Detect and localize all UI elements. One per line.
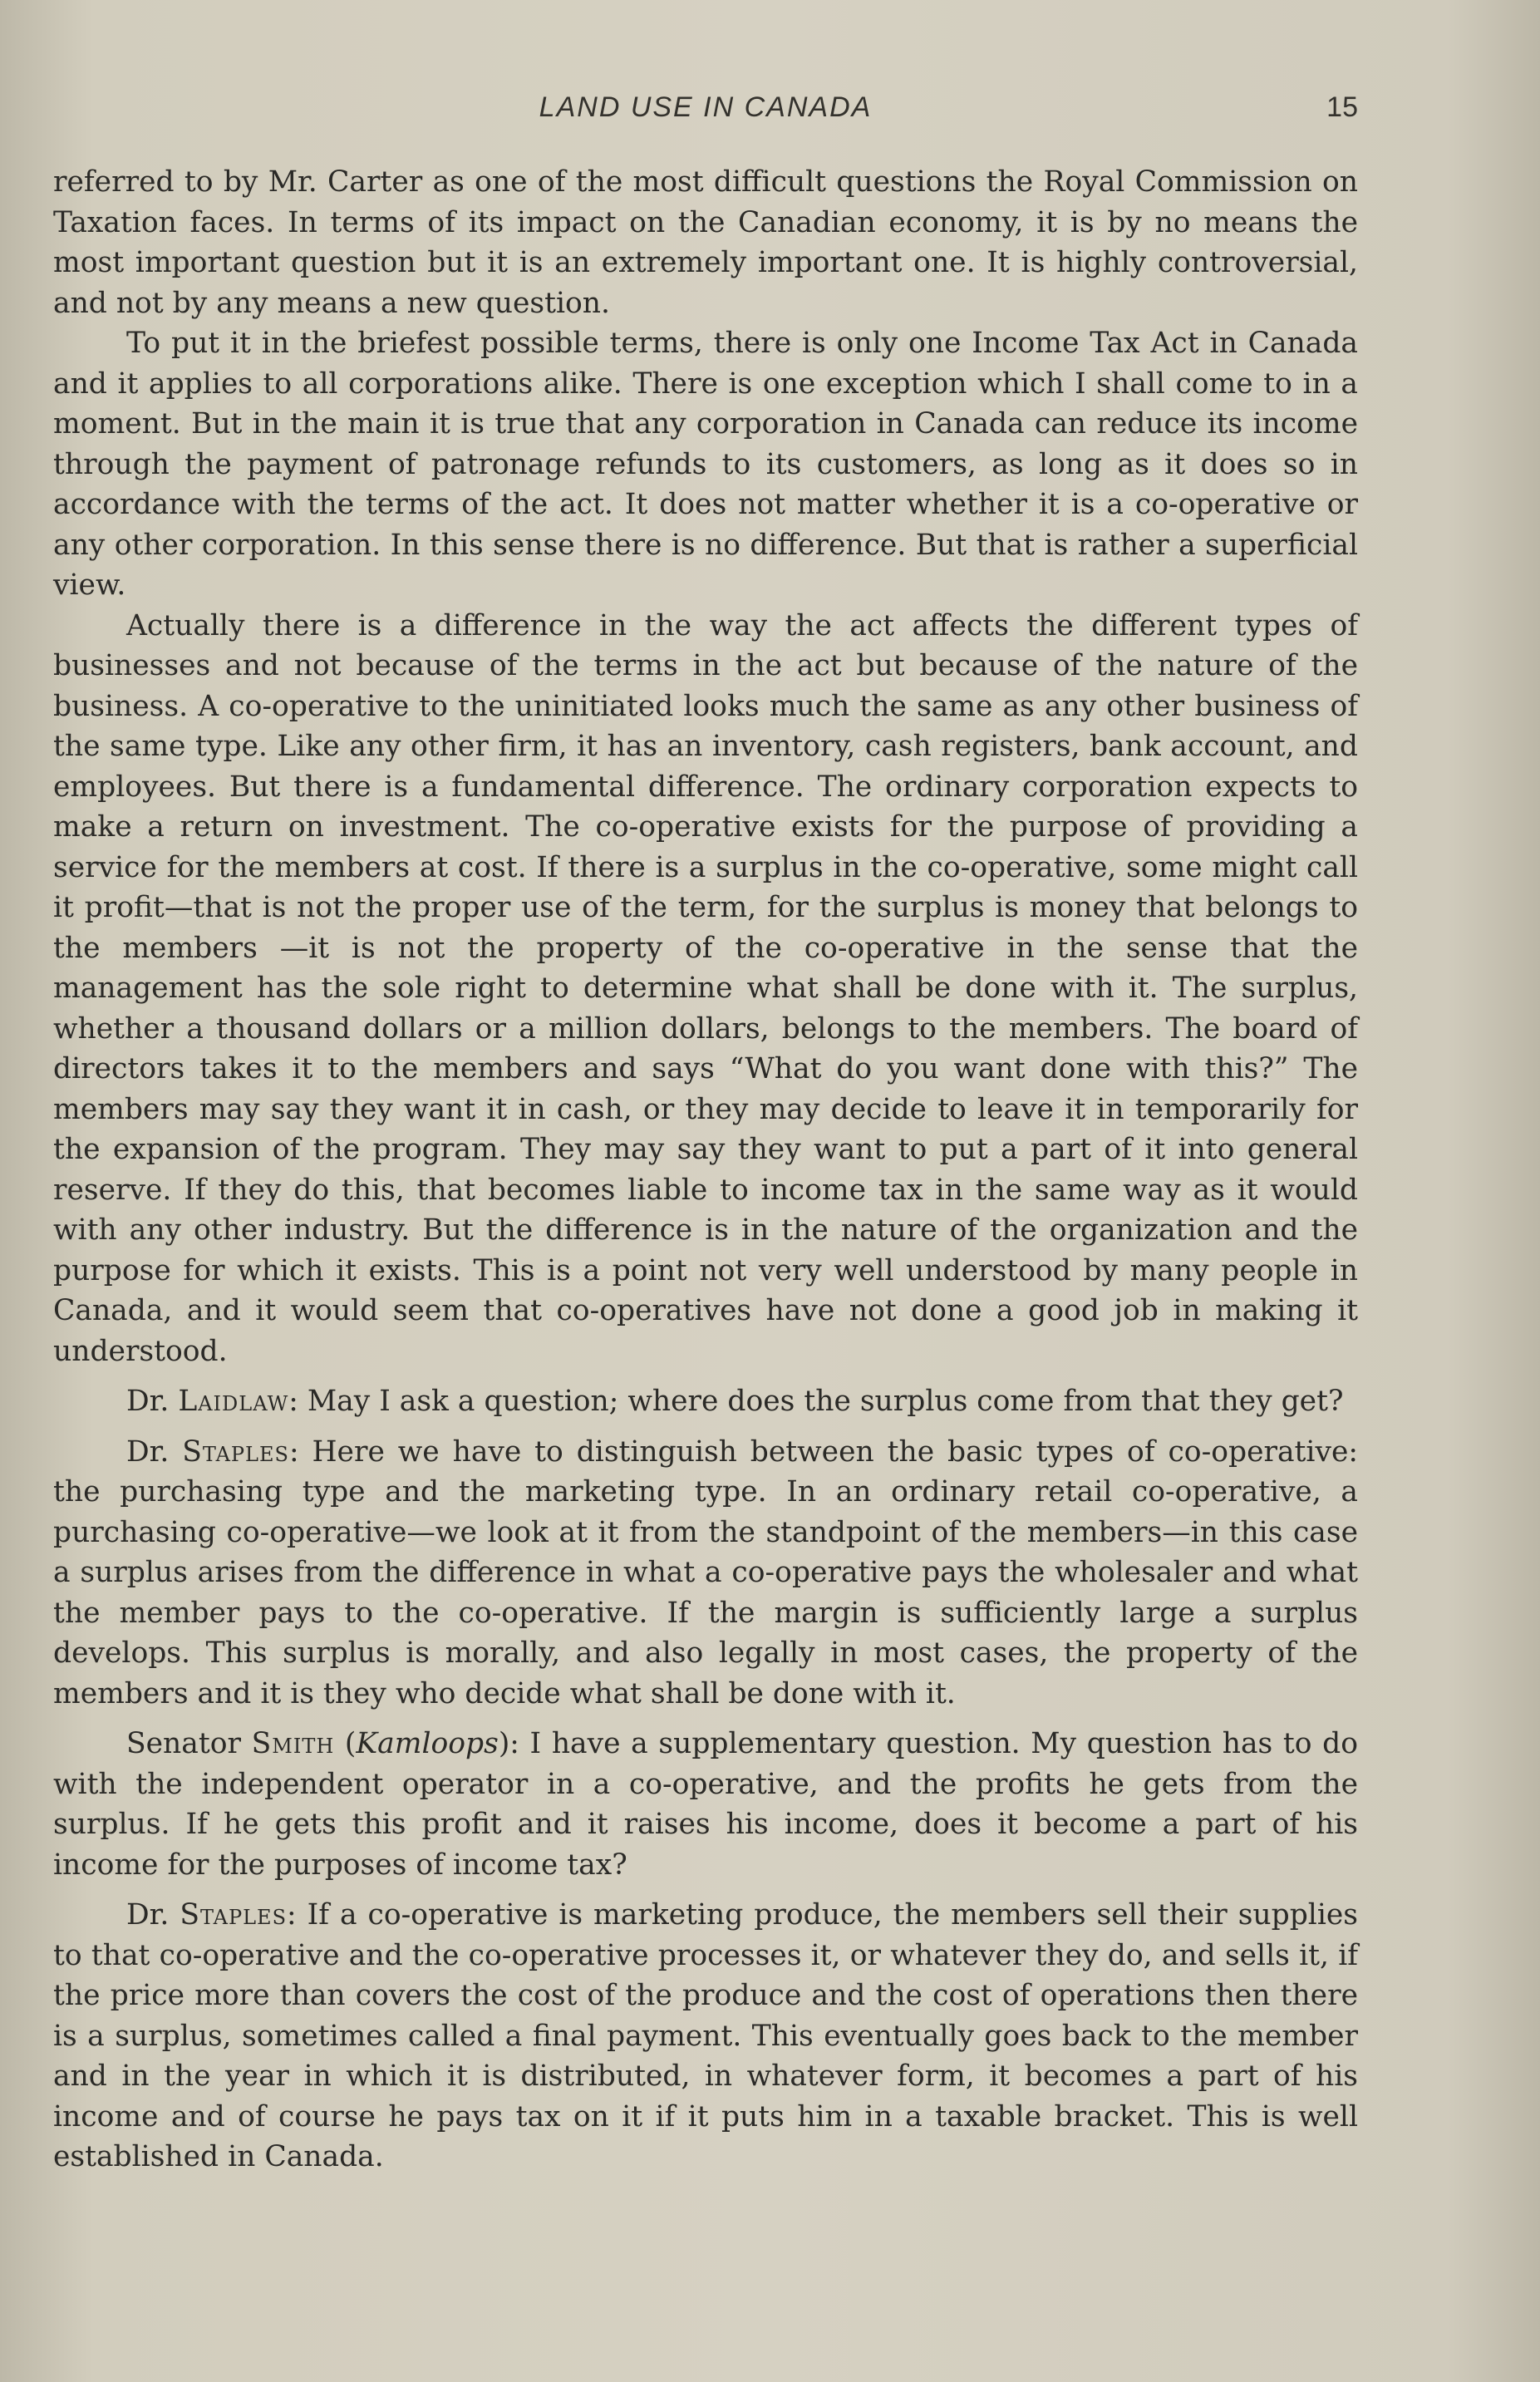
speaker-title: Dr. [126,1435,170,1469]
speaker-title: Dr. [126,1385,170,1418]
paragraph: Actually there is a difference in the way the act affects the different types of businesses and not because of the terms in the act but because of the nature of the business. A co-operative to the uninitiated looks much the same as any other business of the same type. Like any other firm, it has an inventory, cash registers, bank account, and employees. But there is a fundamental difference. The ordinary corporation expects to make a return on investment. The co-operative exists for the purpose of providing a service for the members at cost. If there is a surplus in the co-operative, some might call it profit—that is not the proper use of the term, for the surplus is money that belongs to the members —it is not the property of the co-operative in the sense that the management has the sole right to determine what shall be done with it. The surplus, whether a thousand dollars or a million dollars, belongs to the members. The board of directors takes it to the members and says “What do you want done with this?” The members may say they want it in cash, or they may decide to leave it in temporarily for the expansion of the program. They may say they want to put a part of it into general reserve. If they do this, that becomes liable to income tax in the same way as it would with any other industry. But the difference is in the nature of the organization and the purpose for which it exists. This is a point not very well understood by many people in Canada, and it would seem that co-operatives have not done a good job in making it understood. [53,608,1358,1368]
page-header [53,91,1358,141]
speaker-name: Staples [182,1435,289,1469]
running-head: LAND USE IN CANADA [539,91,873,123]
speaker-title: Dr. [126,1898,170,1932]
page-number: 15 [1326,91,1358,123]
speaker-title: Senator [126,1727,241,1760]
page-body [53,162,1358,2178]
paragraph-continued: referred to by Mr. Carter as one of the most difficult questions the Royal Commission on Taxation faces. In terms of its impact on the Canadian economy, it is by no means the most important question but it is an extremely important one. It is highly controversial, and not by any means a new question. [53,165,1358,320]
speaker-name: Staples [180,1898,288,1932]
close-paren: ) [498,1727,510,1760]
open-paren: ( [334,1727,357,1760]
speech-text: : If a co-operative is marketing produce, the members sell their supplies to that co-operative and the co-operative processes it, or whatever they do, and sells it, if the price more than covers the cost of the produce and the cost of operations then there is a surplus, sometimes called a final payment. This eventually goes back to the member and in the year in which it is distributed, in whatever form, it becomes a part of his income and of course he pays tax on it if it puts him in a taxable bracket. This is well established in Canada. [53,1898,1358,2173]
speech-laidlaw [53,1381,1358,1422]
speech-staples-2 [53,1895,1358,2178]
speech-text: : I have a supplementary question. My question has to do with the independent operator in a co-operative, and the profits he gets from the surplus. If he gets this profit and it raises his income, does it become a part of his income for the purposes of income tax? [53,1727,1359,1882]
speech-text: : Here we have to distinguish between the basic types of co-operative: the purchasing type and the marketing type. In an ordinary retail co-operative, a purchasing co-operative—we look at it from the standpoint of the members—in this case a surplus arises from the difference in what a co-operative pays the wholesaler and what the member pays to the co-operative. If the margin is sufficiently large a surplus develops. This surplus is morally, and also legally in most cases, the property of the members and it is they who decide what shall be done with it. [53,1435,1358,1710]
speaker-name: Smith [251,1727,335,1760]
speaker-place: Kamloops [356,1727,499,1760]
speaker-name: Laidlaw [178,1385,289,1418]
speech-text: : May I ask a question; where does the surplus come from that they get? [288,1385,1344,1418]
speech-staples [53,1432,1358,1715]
paragraph: To put it in the briefest possible terms, there is only one Income Tax Act in Canada and it applies to all corporations alike. There is one exception which I shall come to in a moment. But in the main it is true that any corporation in Canada can reduce its income through the payment of patronage refunds to its customers, as long as it does so in accordance with the terms of the act. It does not matter whether it is a co-operative or any other corporation. In this sense there is no difference. But that is rather a superficial view. [53,327,1358,602]
speech-smith [53,1724,1358,1885]
